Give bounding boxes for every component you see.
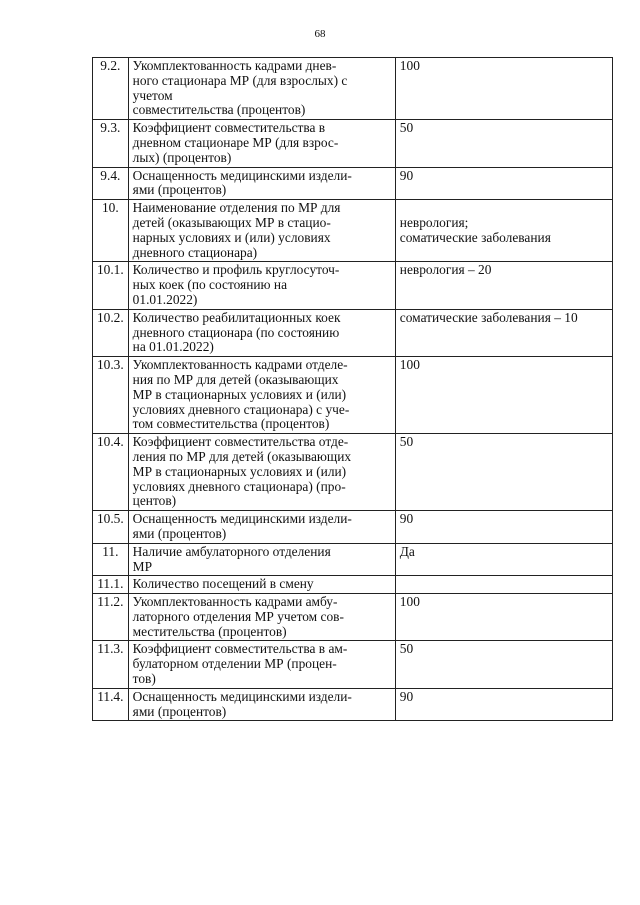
row-value: 100 [395, 58, 612, 120]
table-row [93, 167, 613, 200]
row-description: Количество и профиль круглосуточ- ных коек (по состоянию на 01.01.2022) [128, 262, 395, 309]
table-row [93, 688, 613, 721]
row-number: 11.3. [93, 641, 129, 688]
row-number: 11.1. [93, 576, 129, 594]
row-value: Да [395, 543, 612, 576]
data-table [92, 57, 613, 721]
row-value: 90 [395, 167, 612, 200]
table-row [93, 511, 613, 544]
row-value: неврология – 20 [395, 262, 612, 309]
row-description: Укомплектованность кадрами днев- ного стационара МР (для взрослых) с учетом совместительства (процентов) [128, 58, 395, 120]
row-number: 11. [93, 543, 129, 576]
row-number: 9.3. [93, 120, 129, 167]
row-description: Укомплектованность кадрами амбу- латорного отделения МР учетом сов- местительства (процентов) [128, 594, 395, 641]
row-description: Оснащенность медицинскими издели- ями (процентов) [128, 511, 395, 544]
row-value: 50 [395, 120, 612, 167]
table-row [93, 641, 613, 688]
table-row [93, 357, 613, 434]
row-description: Наименование отделения по МР для детей (оказывающих МР в стацио- нарных условиях и (или) условиях дневного стационара) [128, 200, 395, 262]
row-value: 50 [395, 434, 612, 511]
row-value: неврология; соматические заболевания [395, 200, 612, 262]
table-row [93, 576, 613, 594]
page-number: 68 [314, 28, 326, 40]
table-row [93, 543, 613, 576]
row-value: 90 [395, 511, 612, 544]
row-number: 10.3. [93, 357, 129, 434]
table-row [93, 58, 613, 120]
table-row [93, 434, 613, 511]
row-description: Коэффициент совместительства в дневном стационаре МР (для взрос- лых) (процентов) [128, 120, 395, 167]
row-number: 10.1. [93, 262, 129, 309]
row-description: Количество реабилитационных коек дневного стационара (по состоянию на 01.01.2022) [128, 309, 395, 356]
table-row [93, 262, 613, 309]
row-number: 11.4. [93, 688, 129, 721]
row-value: 50 [395, 641, 612, 688]
row-number: 9.2. [93, 58, 129, 120]
row-description: Количество посещений в смену [128, 576, 395, 594]
row-number: 10. [93, 200, 129, 262]
row-number: 10.5. [93, 511, 129, 544]
table-row [93, 120, 613, 167]
row-number: 9.4. [93, 167, 129, 200]
row-description: Наличие амбулаторного отделения МР [128, 543, 395, 576]
row-description: Оснащенность медицинскими издели- ями (процентов) [128, 167, 395, 200]
row-number: 11.2. [93, 594, 129, 641]
row-value: соматические заболевания – 10 [395, 309, 612, 356]
table-row [93, 309, 613, 356]
row-value: 100 [395, 594, 612, 641]
table-row [93, 200, 613, 262]
row-value [395, 576, 612, 594]
row-description: Укомплектованность кадрами отделе- ния по МР для детей (оказывающих МР в стационарных условиях и (или) условиях дневного стационара) с уче- том совместительства (процентов) [128, 357, 395, 434]
row-value: 100 [395, 357, 612, 434]
table-row [93, 594, 613, 641]
row-description: Коэффициент совместительства в ам- булаторном отделении МР (процен- тов) [128, 641, 395, 688]
row-description: Коэффициент совместительства отде- ления по МР для детей (оказывающих МР в стационарных условиях и (или) условиях дневного стационара) (про- центов) [128, 434, 395, 511]
row-value: 90 [395, 688, 612, 721]
row-description: Оснащенность медицинскими издели- ями (процентов) [128, 688, 395, 721]
row-number: 10.2. [93, 309, 129, 356]
row-number: 10.4. [93, 434, 129, 511]
